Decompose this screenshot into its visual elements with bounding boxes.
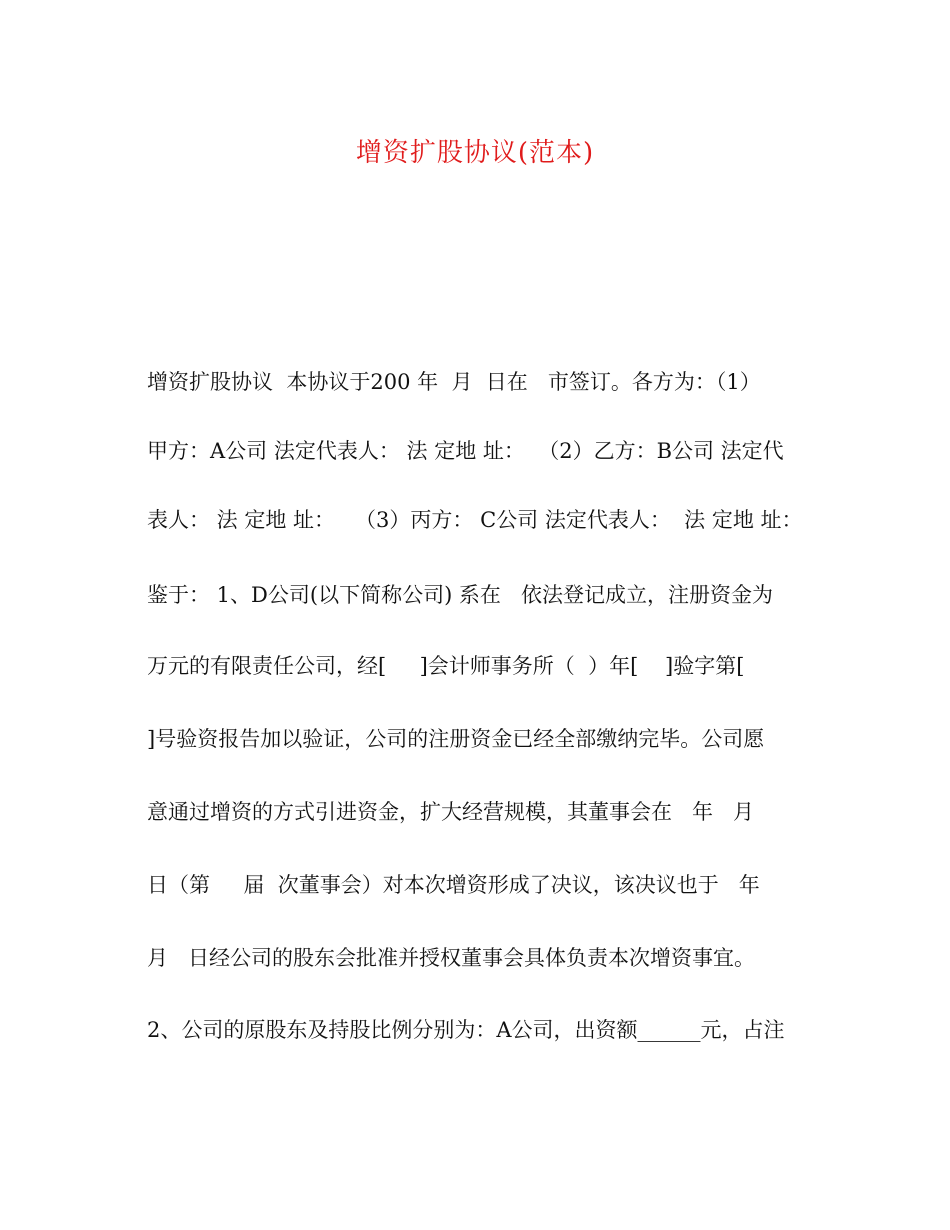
body-line-3: 表人： 法 定地 址： （3）丙方： C公司 法定代表人： 法 定地 址：	[147, 508, 803, 532]
body-line-9: 月 日经公司的股东会批准并授权董事会具体负责本次增资事宜。	[147, 946, 756, 970]
body-line-7: 意通过增资的方式引进资金，扩大经营规模，其董事会在 年 月	[147, 800, 755, 824]
body-line-2: 甲方：A公司 法定代表人： 法 定地 址： （2）乙方：B公司 法定代	[147, 439, 784, 463]
body-line-10: 2、公司的原股东及持股比例分别为：A公司，出资额______元，占注	[147, 1018, 785, 1042]
body-line-6: ]号验资报告加以验证，公司的注册资金已经全部缴纳完毕。公司愿	[147, 727, 765, 751]
body-line-8: 日（第 届 次董事会）对本次增资形成了决议，该决议也于 年	[147, 873, 760, 897]
body-line-4: 鉴于： 1、D公司(以下简称公司) 系在 依法登记成立，注册资金为	[147, 583, 773, 607]
document-title: 增资扩股协议(范本)	[355, 138, 595, 168]
body-line-5: 万元的有限责任公司，经[ ]会计师事务所（ ）年[ ]验字第[	[147, 654, 745, 678]
body-line-1: 增资扩股协议 本协议于200 年 月 日在 市签订。各方为：（1）	[147, 370, 761, 394]
